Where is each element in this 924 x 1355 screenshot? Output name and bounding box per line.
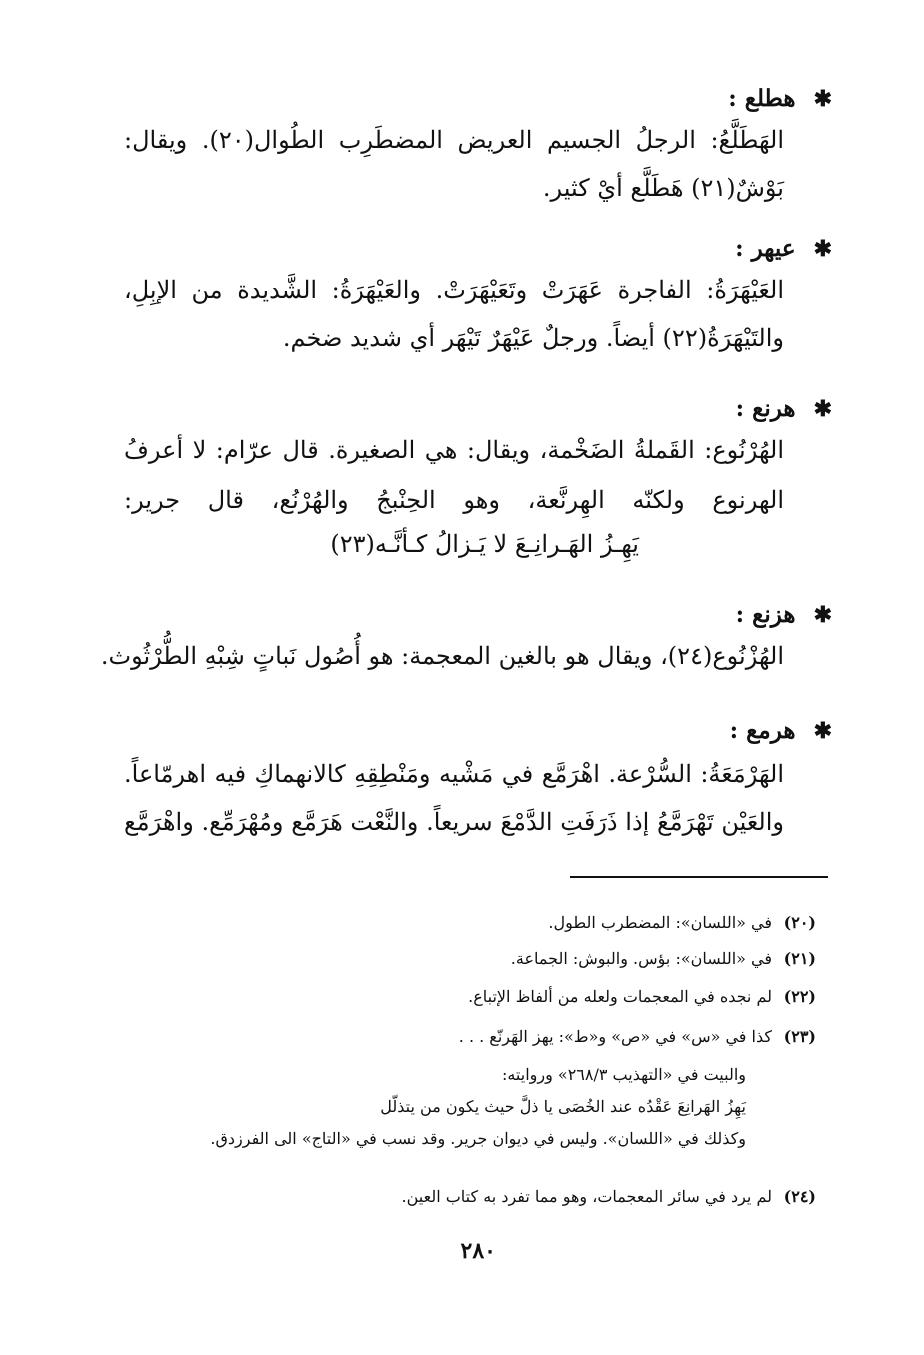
asterisk-icon: ✱ [813, 396, 832, 422]
entry-text-line: الهَرْمَعَةُ: السُّرْعة. اهْرَمَّع في مَشْيه ومَنْطِقِهِ كالانهماكِ فيه اهرمّاعاً. [124, 760, 784, 788]
entry-heading: ✱هطلع : [728, 85, 832, 112]
footnote-number: (٢٠) [783, 913, 816, 932]
footnote-number: (٢٢) [783, 987, 816, 1006]
poetry-verse: يَهِـزُ الهَـرانِـعَ لا يَـزالُ كـأنَّـه(٢٣) [330, 530, 639, 558]
footnote-text: في «اللسان»: المضطرب الطول. [548, 913, 772, 932]
footnote-number: (٢٤) [783, 1187, 816, 1206]
entry-text-line: والتَيْهَرَةُ(٢٢) أيضاً. ورجلٌ عَيْهَرٌ تَيْهَر أي شديد ضخم. [282, 324, 784, 352]
entry-text-line: الهَطَلَّعُ: الرجلُ الجسيم العريض المضطَرِب الطُوال(٢٠). ويقال: [124, 126, 784, 154]
footnote-text: كذا في «س» في «ص» و«ط»: يهز الهَرنّع . . . [458, 1027, 772, 1046]
footnote-text: لم يرد في سائر المعجمات، وهو مما تفرد به كتاب العين. [401, 1187, 772, 1206]
footnote-text: في «اللسان»: بؤس. والبوش: الجماعة. [510, 949, 772, 968]
entry-heading: ✱هزنع : [735, 601, 832, 628]
entry-text-line: الهُزْنُوع(٢٤)، ويقال هو بالغين المعجمة: هو أُصُول نَباتٍ شِبْهِ الطُّرْثُوث. [100, 642, 784, 670]
entry-heading: ✱هرمع : [729, 717, 832, 744]
footnote [459, 1024, 816, 1050]
asterisk-icon: ✱ [813, 602, 832, 628]
asterisk-icon: ✱ [813, 236, 832, 262]
footnote-number: (٢١) [783, 949, 816, 968]
asterisk-icon: ✱ [813, 718, 832, 744]
entry-text-line: بَوْشٌ(٢١) هَطَلَّع أيْ كثير. [542, 174, 784, 202]
footnote-text: لم نجده في المعجمات ولعله من ألفاظ الإتباع. [468, 987, 772, 1006]
entry-heading: ✱عيهر : [735, 235, 832, 262]
footnote-continuation: وكذلك في «اللسان». وليس في ديوان جرير. وقد نسب في «التاج» الى الفرزدق. [210, 1129, 746, 1148]
footnote [468, 984, 816, 1010]
entry-heading: ✱هرنع : [735, 395, 832, 422]
entry-text-line: الهُرْنُوع: القَملةُ الضَخْمة، ويقال: هي الصغيرة. قال عرّام: لا أعرفُ [124, 436, 784, 464]
footnote-verse: يَهِزُ الهَرانِعَ عَقْدُه عند الخُصَى يا ذلَّ حيث يكون من يتذلّل [380, 1097, 746, 1116]
asterisk-icon: ✱ [813, 86, 832, 112]
footnote [402, 1184, 816, 1210]
footnote-number: (٢٣) [783, 1027, 816, 1046]
footnote-divider [570, 876, 828, 878]
page-number: ٢٨٠ [460, 1238, 496, 1264]
footnote [511, 946, 816, 972]
entry-text-line: والعَيْن تَهْرَمَّعُ إذا ذَرَفَتِ الدَّمْعَ سريعاً. والنَّعْت هَرَمَّع ومُهْرَمِّع. واهْرَمَّع [124, 808, 784, 836]
footnote [548, 910, 816, 936]
entry-text-line: الهرنوع ولكنّه الهِرنَّعة، وهو الحِنْبجُ والهُرْنُع، قال جرير: [124, 486, 784, 514]
entry-text-line: العَيْهَرَةُ: الفاجرة عَهَرَتْ وتَعَيْهَرَتْ. والعَيْهَرَةُ: الشَّديدة من الإبِلِ، [124, 276, 784, 304]
footnote-continuation: والبيت في «التهذيب ٢٦٨/٣» وروايته: [501, 1065, 746, 1084]
